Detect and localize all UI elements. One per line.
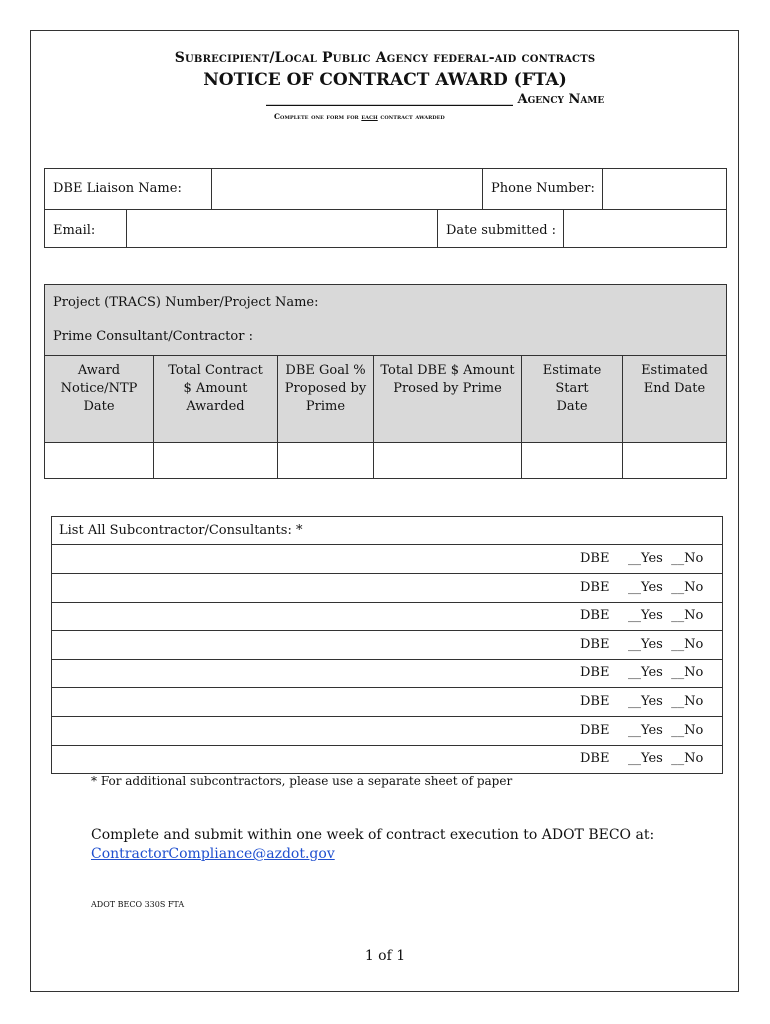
email-label: Email: xyxy=(53,223,96,238)
page-number: 1 of 1 xyxy=(364,948,406,964)
email-field[interactable] xyxy=(126,209,438,248)
col-start-date-header xyxy=(521,355,623,443)
dbe-label: DBE xyxy=(580,722,610,738)
prime-row[interactable] xyxy=(44,320,727,356)
compliance-email-link[interactable]: ContractorCompliance@azdot.gov xyxy=(91,846,335,862)
dbe-yes-no-choice[interactable]: __Yes __No xyxy=(628,665,704,681)
submission-text: Complete and submit within one week of contract execution to ADOT BECO at: xyxy=(91,827,655,843)
col-dbe-goal-label: DBE Goal % Proposed by Prime xyxy=(284,363,367,414)
date-submitted-label: Date submitted : xyxy=(446,223,557,238)
dbe-label: DBE xyxy=(580,751,610,767)
subcontractor-label: List All Subcontractor/Consultants: * xyxy=(59,523,303,538)
col-total-dbe-label: Total DBE $ Amount Prosed by Prime xyxy=(380,363,515,396)
subcontractor-row[interactable] xyxy=(51,545,723,574)
submission-instructions xyxy=(91,826,654,864)
dbe-label: DBE xyxy=(580,608,610,624)
col-award-date-label: Award Notice/NTP Date xyxy=(60,363,138,414)
start-date-field[interactable] xyxy=(521,442,623,479)
phone-label: Phone Number: xyxy=(491,181,595,196)
dbe-yes-no-choice[interactable]: __Yes __No xyxy=(628,608,704,624)
phone-field[interactable] xyxy=(602,168,727,210)
col-dbe-goal-header xyxy=(277,355,374,443)
form-instruction: Complete one form for each contract awarded xyxy=(274,112,445,121)
date-submitted-label-cell xyxy=(437,209,564,248)
award-date-field[interactable] xyxy=(44,442,154,479)
col-end-date-label: Estimated End Date xyxy=(641,363,708,396)
agency-name-line: ______________________________________ Agency Name xyxy=(266,92,605,107)
dbe-liaison-label: DBE Liaison Name: xyxy=(53,181,182,196)
dbe-yes-no-choice[interactable]: __Yes __No xyxy=(628,579,704,595)
date-submitted-field[interactable] xyxy=(563,209,727,248)
col-total-dbe-header xyxy=(373,355,522,443)
prime-label: Prime Consultant/Contractor : xyxy=(53,329,253,344)
dbe-yes-no-choice[interactable]: __Yes __No xyxy=(628,551,704,566)
dbe-label: DBE xyxy=(580,694,610,709)
subcontractor-row[interactable] xyxy=(51,688,723,717)
total-contract-field[interactable] xyxy=(153,442,278,479)
dbe-goal-field[interactable] xyxy=(277,442,374,479)
project-label: Project (TRACS) Number/Project Name: xyxy=(53,295,319,310)
subcontractor-row[interactable] xyxy=(51,574,723,603)
dbe-label: DBE xyxy=(580,665,610,681)
dbe-yes-no-choice[interactable]: __Yes __No xyxy=(628,751,704,767)
subcontractor-row[interactable] xyxy=(51,602,723,631)
form-title: NOTICE OF CONTRACT AWARD (FTA) xyxy=(203,70,567,90)
end-date-field[interactable] xyxy=(622,442,727,479)
phone-label-cell xyxy=(482,168,603,210)
col-total-contract-label: Total Contract $ Amount Awarded xyxy=(168,363,263,414)
dbe-liaison-name-field[interactable] xyxy=(211,168,483,210)
dbe-label: DBE xyxy=(580,579,610,595)
dbe-yes-no-choice[interactable]: __Yes __No xyxy=(628,722,704,738)
dbe-liaison-label-cell xyxy=(44,168,212,210)
col-award-date-header xyxy=(44,355,154,443)
project-row[interactable] xyxy=(44,284,727,321)
subcontractor-row[interactable] xyxy=(51,717,723,746)
dbe-yes-no-choice[interactable]: __Yes __No xyxy=(628,694,704,709)
total-dbe-field[interactable] xyxy=(373,442,522,479)
subcontractor-row[interactable] xyxy=(51,659,723,688)
form-code: ADOT BECO 330S FTA xyxy=(91,900,185,909)
subcontractor-row[interactable] xyxy=(51,745,723,774)
dbe-yes-no-choice[interactable]: __Yes __No xyxy=(628,636,704,652)
dbe-label: DBE xyxy=(580,636,610,652)
additional-sheet-note: * For additional subcontractors, please use a separate sheet of paper xyxy=(91,774,513,788)
col-total-contract-header xyxy=(153,355,278,443)
header-line-1: Subrecipient/Local Public Agency federal-aid contracts xyxy=(174,50,596,66)
subcontractor-header xyxy=(51,516,723,545)
dbe-label: DBE xyxy=(580,551,610,566)
col-start-date-label: Estimate Start Date xyxy=(542,363,602,414)
col-end-date-header xyxy=(622,355,727,443)
subcontractor-row[interactable] xyxy=(51,631,723,660)
email-label-cell xyxy=(44,209,127,248)
